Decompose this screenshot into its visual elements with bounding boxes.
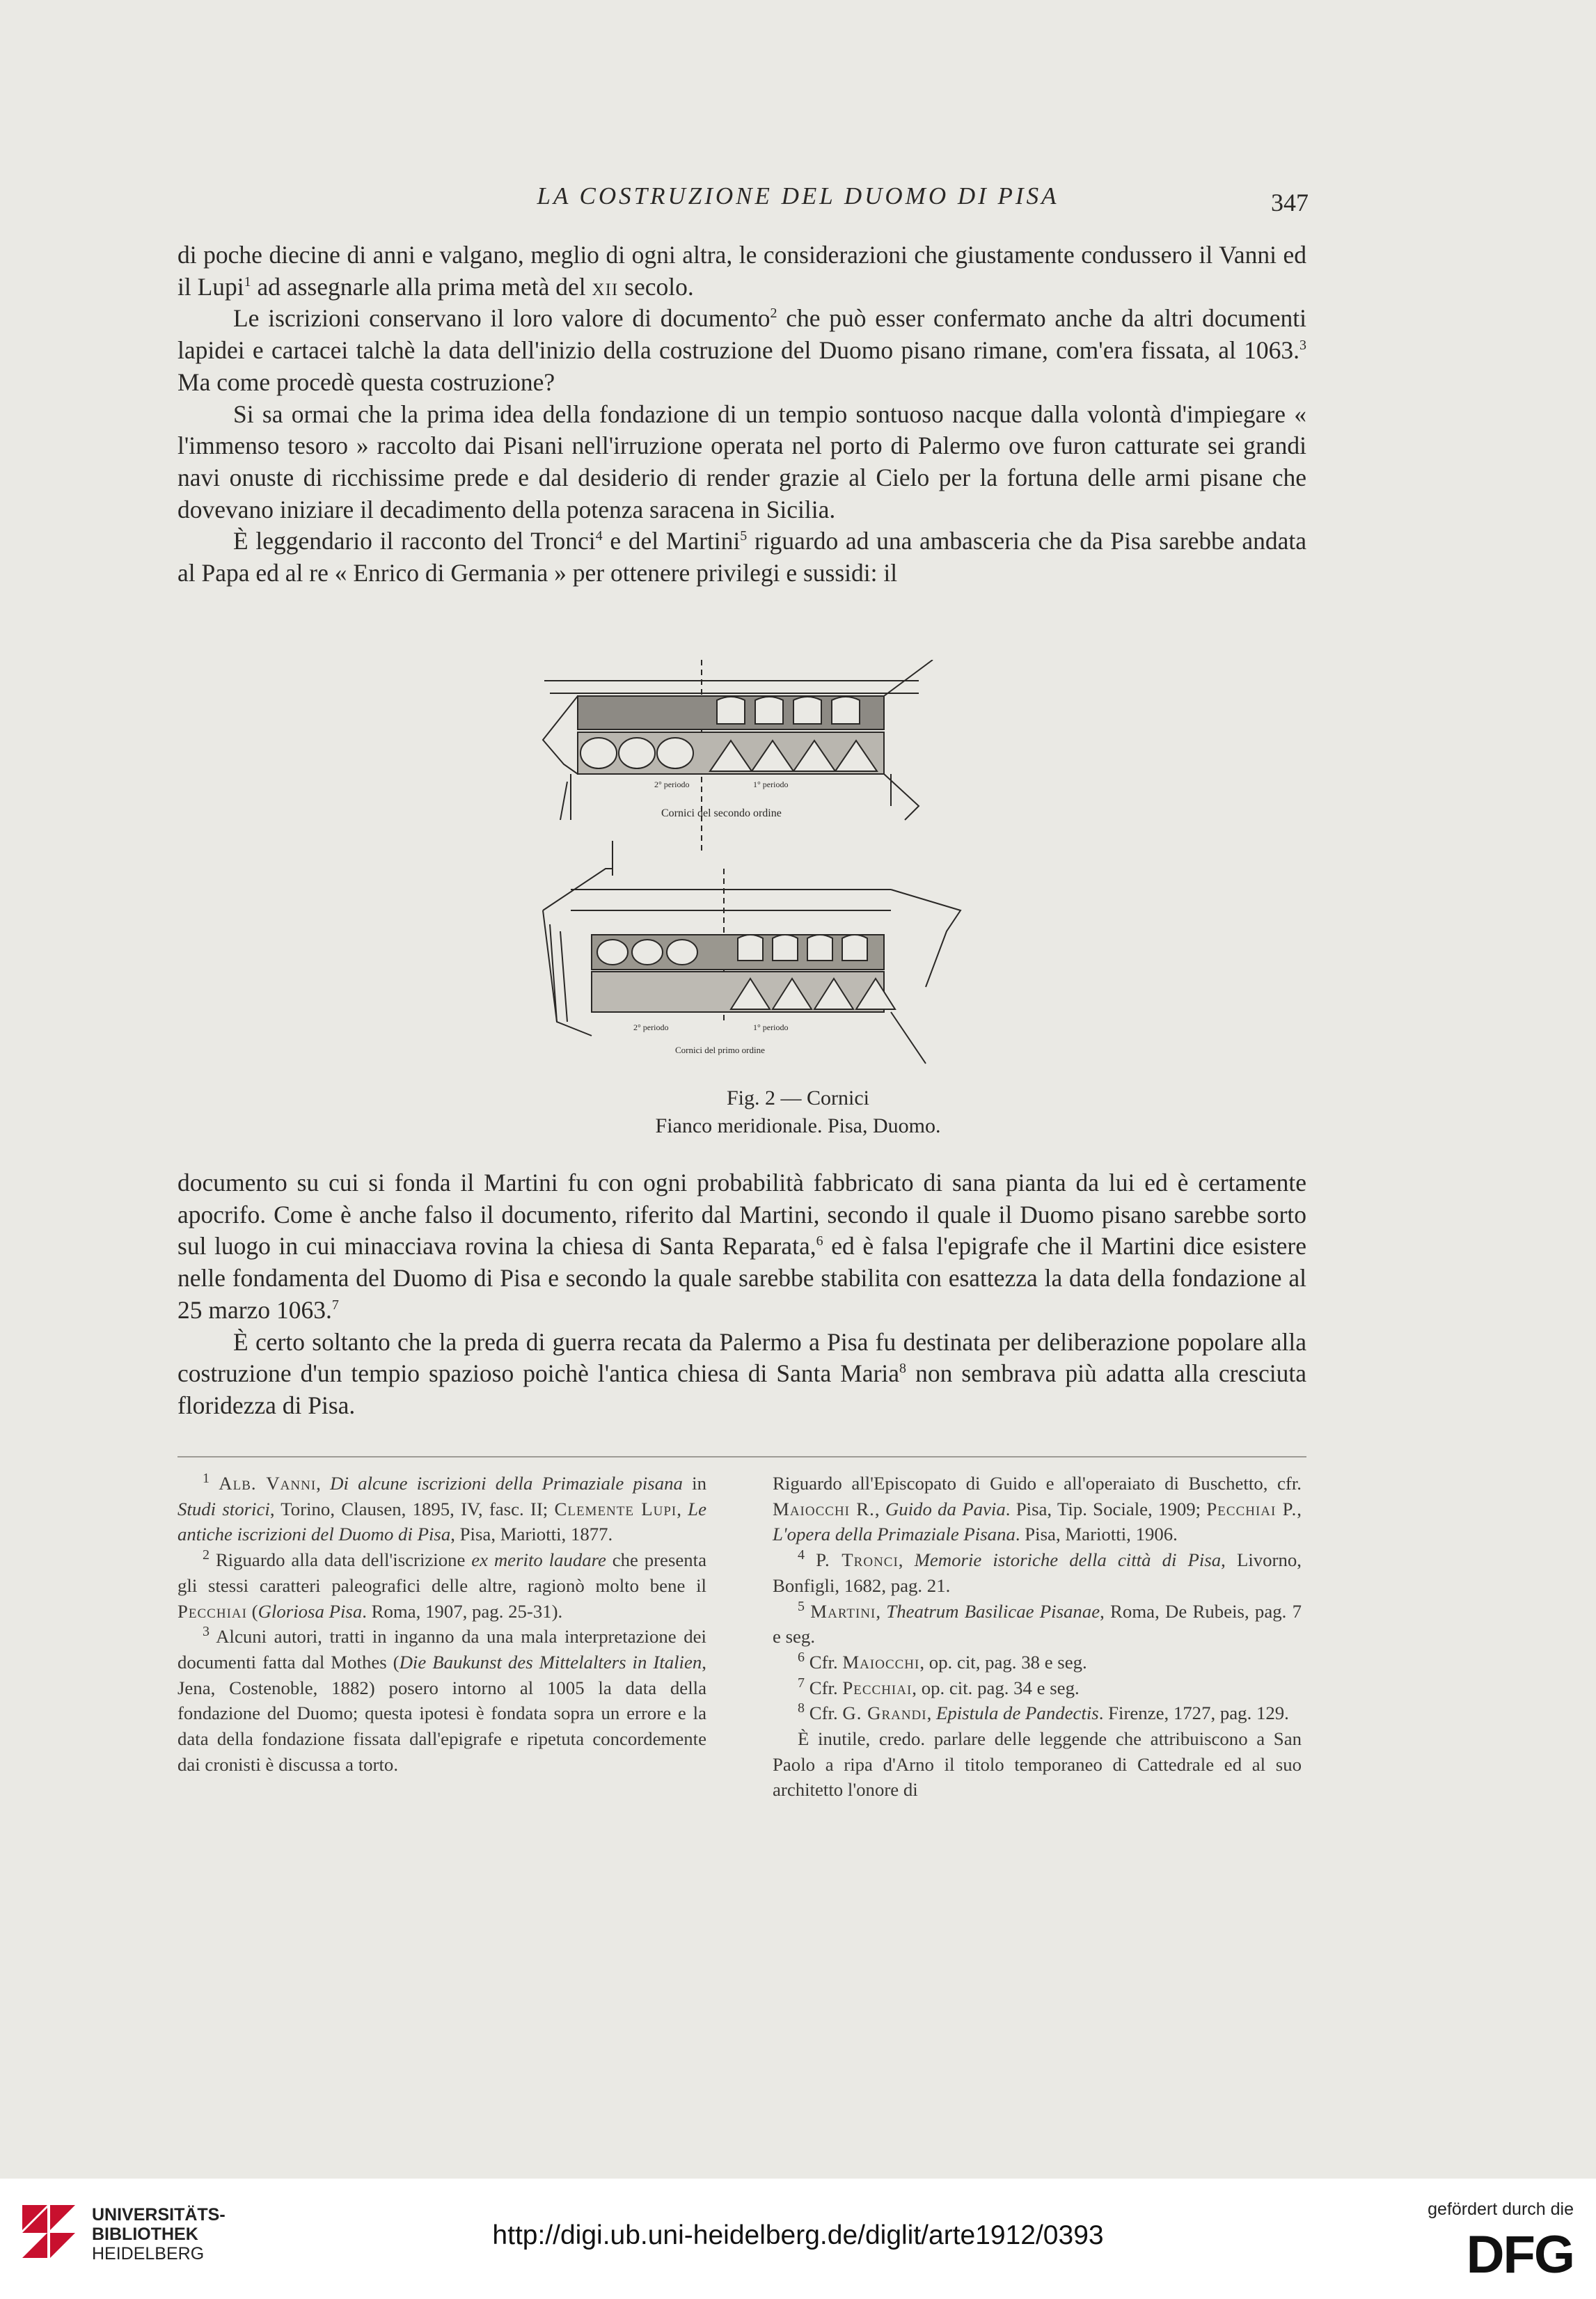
footnote-ref: 3 — [1299, 338, 1306, 354]
footnote: $^3$ Alcuni autori, tratti in inganno da una mala interpretazione dei documenti fatta dal Mothes (Die Baukunst des Mittelalters in Italien, Jena, Costenoble, 1882) posero intorno al 1005 la data della fondazione del Duomo; questa ipotesi è fondata sopra un errore e la data della fondazione fissata dall'epigrafe e ripetuta concordemente dai cronisti è discussa a torto. — [177, 1624, 706, 1775]
permalink-url[interactable]: http://digi.ub.uni-heidelberg.de/diglit/arte1912/0393 — [492, 2220, 1104, 2250]
footnote-ref: 8 — [899, 1361, 907, 1377]
period-label: 1° periodo — [753, 1022, 789, 1032]
paragraph: Le iscrizioni conservano il loro valore di documento$^2$ che può esser confermato anche da altri documenti lapidei e cartacei talchè la data dell'inizio della costruzione del Duomo pisano rimane, com'era fissata, al 1063.$^3$ Ma come procedè questa costruzione? — [177, 304, 1306, 396]
paragraph: È leggendario il racconto del Tronci$^4$ e del Martini$^5$ riguardo ad una ambasceria che da Pisa sarebbe andata al Papa ed al re « Enrico di Germania » per ottenere privilegi e sussidi: il — [177, 527, 1306, 587]
page-number: 347 — [1271, 189, 1309, 216]
footnote-separator — [177, 1456, 1306, 1457]
footnote-ref: 2 — [770, 306, 777, 322]
figure-caption: Fig. 2 — Cornici Fianco meridionale. Pisa, Duomo. — [655, 1087, 941, 1137]
footnote: $^6$ Cfr. Maiocchi, op. cit, pag. 38 e seg. — [798, 1650, 1087, 1673]
footnote-ref: 7 — [331, 1297, 339, 1313]
period-label: 2° periodo — [633, 1022, 669, 1032]
running-title: LA COSTRUZIONE DEL DUOMO DI PISA — [537, 182, 1059, 210]
body-text-bottom — [177, 1167, 1306, 1422]
cornice-illustration — [529, 660, 974, 1071]
body-text-top — [177, 239, 1306, 590]
figure-label-bottom: Cornici del primo ordine — [675, 1045, 765, 1055]
footnote-ref: 4 — [595, 528, 603, 544]
footnotes-left — [177, 1471, 706, 1777]
footer-bar — [0, 2179, 1596, 2299]
period-label: 1° periodo — [753, 780, 789, 789]
dfg-logo[interactable]: DFG — [1466, 2225, 1574, 2284]
footnote-ref: 1 — [244, 274, 251, 290]
footnotes-right — [773, 1471, 1302, 1803]
paragraph: È certo soltanto che la preda di guerra recata da Palermo a Pisa fu destinata per deliberazione popolare alla costruzione d'un tempio spazioso poichè l'antica chiesa di Santa Maria$^8$ non sembrava più adatta alla cresciuta floridezza di Pisa. — [177, 1327, 1306, 1419]
footnote: $^2$ Riguardo alla data dell'iscrizione ex merito laudare che presenta gli stessi caratteri paleografici delle altre, ragionò molto bene il Pecchiai (Gloriosa Pisa. Roma, 1907, pag. 25-31). — [177, 1547, 707, 1622]
footnote-ref: 5 — [740, 528, 748, 544]
paragraph: di poche diecine di anni e valgano, meglio di ogni altra, le considerazioni che giustamente condussero il Vanni ed il Lupi$^1$ ad assegnarle alla prima metà del xii secolo. — [177, 241, 1306, 301]
footnote: $^8$ Cfr. G. Grandi, Epistula de Pandectis. Firenze, 1727, pag. 129. — [798, 1700, 1289, 1724]
cornice-drawing — [529, 660, 974, 1071]
period-label: 2° periodo — [654, 780, 690, 789]
footnote: $^5$ Martini, Theatrum Basilicae Pisanae, Roma, De Rubeis, pag. 7 e seg. — [773, 1598, 1302, 1648]
footnote-continuation: Riguardo all'Episcopato di Guido e all'operaiato di Buschetto, cfr. Maiocchi R., Guido da Pavia. Pisa, Tip. Sociale, 1909; Pecchiai P., L'opera della Primaziale Pisana. Pisa, Mariotti, 1906. — [773, 1473, 1302, 1545]
footnote-paragraph: È inutile, credo. parlare delle leggende che attribuiscono a San Paolo a ripa d'Arno il titolo temporaneo di Cattedrale ed al suo architetto l'onore di — [773, 1728, 1302, 1801]
sponsor-label: gefördert durch die — [1428, 2199, 1574, 2219]
footnote-ref: 6 — [816, 1233, 823, 1249]
figure-label-top: Cornici del secondo ordine — [661, 807, 782, 819]
footnote: $^7$ Cfr. Pecchiai, op. cit. pag. 34 e seg. — [798, 1675, 1080, 1698]
footnote: $^1$ Alb. Vanni, Di alcune iscrizioni della Primaziale pisana in Studi storici, Torino, Clausen, 1895, IV, fasc. II; Clemente Lupi, Le antiche iscrizioni del Duomo di Pisa, Pisa, Mariotti, 1877. — [177, 1471, 706, 1545]
paragraph: documento su cui si fonda il Martini fu con ogni probabilità fabbricato di sana pianta da lui ed è certamente apocrifo. Come è anche falso il documento, riferito dal Martini, secondo il quale il Duomo pisano sarebbe sorto sul luogo in cui minacciava rovina la chiesa di Santa Reparata,$^6$ ed è falsa l'epigrafe che il Martini dice esistere nelle fondamenta del Duomo di Pisa e secondo la quale sarebbe stabilita con esattezza la data della fondazione al 25 marzo 1063.$^7$ — [177, 1169, 1306, 1324]
library-name[interactable]: UNIVERSITÄTS- BIBLIOTHEK HEIDELBERG — [92, 2205, 226, 2264]
paragraph: Si sa ormai che la prima idea della fondazione di un tempio sontuoso nacque dalla volontà d'impiegare « l'immenso tesoro » raccolto dai Pisani nell'irruzione operata nel porto di Palermo ove furon catturate sei grandi navi onuste di ricchissime prede e dal desiderio di render grazie al Cielo per la fortuna delle armi pisane che dovevano iniziare il decadimento della potenza saracena in Sicilia. — [177, 400, 1306, 523]
footnote: $^4$ P. Tronci, Memorie istoriche della città di Pisa, Livorno, Bonfigli, 1682, pag. 21. — [773, 1547, 1302, 1596]
